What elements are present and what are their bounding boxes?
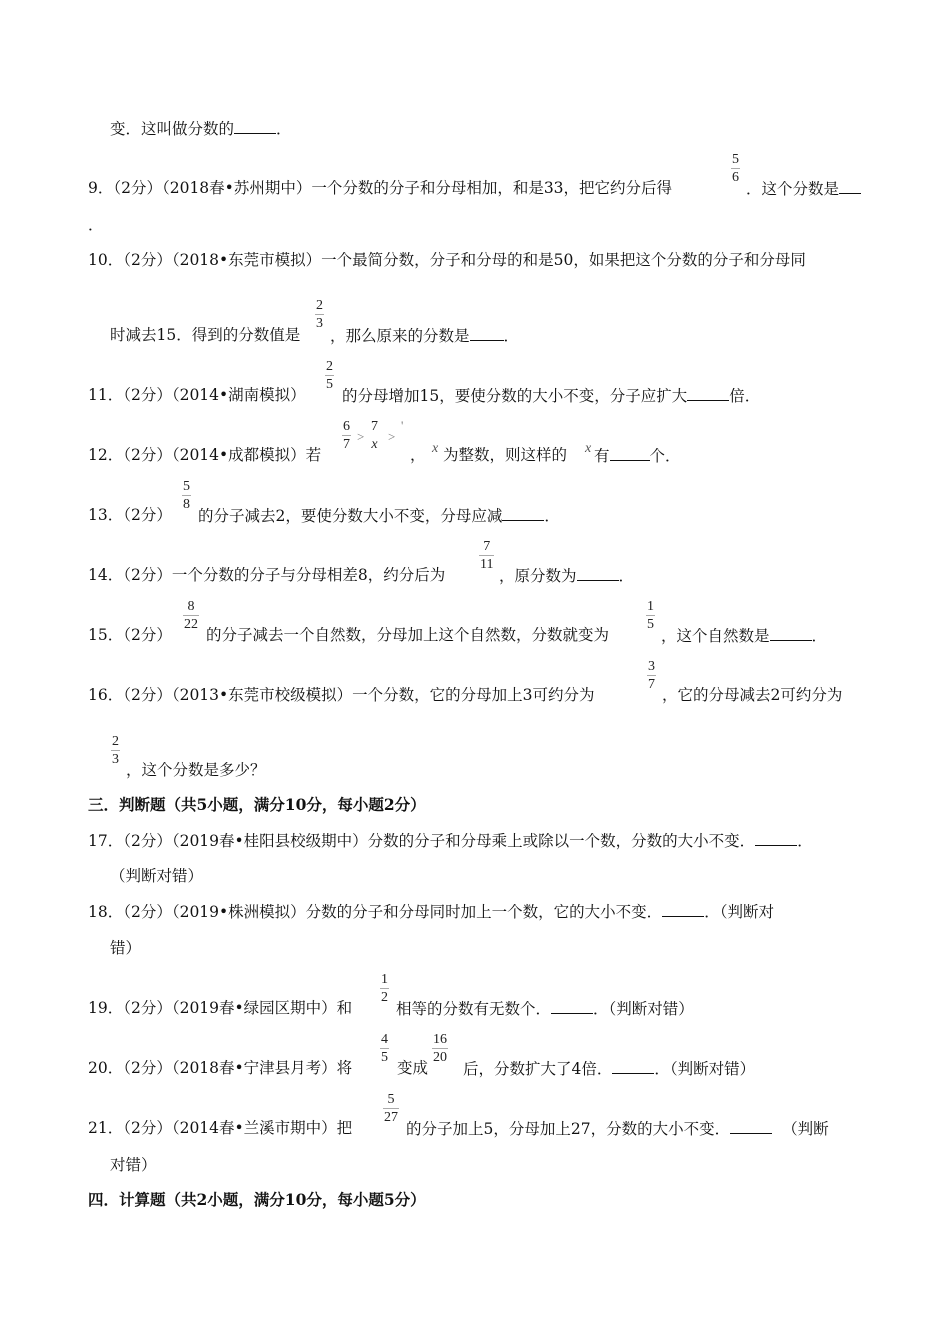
fraction-1-5: 1 5 <box>647 599 654 632</box>
question-21-end: 的分子加上5，分母加上27，分数的大小不变． （判断 <box>406 1120 829 1138</box>
question-14: 14．（2分）一个分数的分子与分母相差8，约分后为 <box>88 566 446 584</box>
q8-tail: 变．这叫做分数的 ． <box>110 120 292 138</box>
answer-blank[interactable] <box>687 385 729 401</box>
fraction-7-x: 7 x <box>371 419 378 452</box>
question-9: 9．（2分）（2018春•苏州期中）一个分数的分子和分母相加，和是33，把它约分后得 <box>88 179 673 197</box>
question-19-end: 相等的分数有无数个． ．（判断对错） <box>396 1000 694 1018</box>
question-10-line2: 时减去15．得到的分数值是 <box>110 326 301 344</box>
question-10-end: ，那么原来的分数是 ． <box>330 327 520 345</box>
answer-blank[interactable] <box>755 830 797 846</box>
question-18: 18．（2分）（2019•株洲模拟）分数的分子和分母同时加上一个数，它的大小不变． ．（判断对 <box>88 903 774 921</box>
answer-blank[interactable] <box>577 565 619 581</box>
fraction-5-8: 5 8 <box>183 479 190 512</box>
question-14-end: ，原分数为 ． <box>499 567 635 585</box>
question-20-mid: 变成 <box>397 1059 429 1077</box>
fraction-6-7: 6 7 <box>343 419 350 452</box>
question-12-end: 有 个． <box>594 447 681 465</box>
fraction-5-6: 5 6 <box>732 152 739 185</box>
question-16: 16．（2分）（2013•东莞市校级模拟）一个分数，它的分母加上3可约分为 <box>88 686 595 704</box>
answer-blank[interactable] <box>234 118 276 134</box>
question-13: 13．（2分） <box>88 506 172 524</box>
answer-blank[interactable] <box>612 1058 654 1074</box>
question-21-line2: 对错） <box>110 1156 157 1174</box>
question-12-comma: ， <box>410 446 426 464</box>
variable-x: x <box>432 441 439 456</box>
question-11-end: 的分母增加15，要使分数的大小不变，分子应扩大 倍． <box>342 387 761 405</box>
question-12-mid: 为整数，则这样的 <box>443 446 568 464</box>
question-12: 12．（2分）（2014•成都模拟）若 <box>88 446 322 464</box>
answer-blank[interactable] <box>839 178 861 194</box>
question-20-end: 后，分数扩大了4倍． ．（判断对错） <box>463 1060 756 1078</box>
question-15-mid: 的分子减去一个自然数，分母加上这个自然数，分数就变为 <box>206 626 610 644</box>
answer-blank[interactable] <box>470 325 504 341</box>
answer-blank[interactable] <box>662 901 704 917</box>
question-21: 21．（2分）（2014春•兰溪市期中）把 <box>88 1119 353 1137</box>
answer-blank[interactable] <box>551 998 593 1014</box>
fraction-16-20: 16 20 <box>433 1032 447 1065</box>
question-16-end: ，这个分数是多少？ <box>126 761 266 779</box>
question-11: 11．（2分）（2014•湖南模拟） <box>88 386 306 404</box>
question-9-dot: ． <box>88 216 104 234</box>
fraction-1-2: 1 2 <box>381 972 388 1005</box>
answer-blank[interactable] <box>610 445 650 461</box>
section-4-heading: 四．计算题（共2小题，满分10分，每小题5分） <box>88 1190 426 1209</box>
fraction-2-3: 2 3 <box>316 298 323 331</box>
question-15: 15．（2分） <box>88 626 172 644</box>
question-9-end: ．这个分数是 <box>746 178 861 199</box>
variable-x: x <box>585 441 592 456</box>
question-18-line2: 错） <box>110 939 142 957</box>
fraction-4-5: 4 5 <box>381 1032 388 1065</box>
question-10: 10．（2分）（2018•东莞市模拟）一个最简分数，分子和分母的和是50，如果把这个分数的分子和分母同 <box>88 251 806 269</box>
fraction-5-27: 5 27 <box>384 1092 398 1125</box>
section-3-heading: 三．判断题（共5小题，满分10分，每小题2分） <box>88 795 426 814</box>
fraction-2-5: 2 5 <box>326 359 333 392</box>
fraction-7-11: 7 11 <box>480 539 494 572</box>
fraction-8-22: 8 22 <box>184 599 198 632</box>
fraction-3-7: 3 7 <box>648 659 655 692</box>
greater-than-sign: > <box>388 429 396 444</box>
fraction-2-3: 2 3 <box>112 734 119 767</box>
question-13-end: 的分子减去2，要使分数大小不变，分母应减 ． <box>198 507 560 525</box>
question-19: 19．（2分）（2019春•绿园区期中）和 <box>88 999 353 1017</box>
answer-blank[interactable] <box>502 505 544 521</box>
greater-than-sign: > <box>357 429 365 444</box>
question-17: 17．（2分）（2019春•桂阳县校级期中）分数的分子和分母乘上或除以一个数，分数的大小不变． ． <box>88 832 813 850</box>
answer-blank[interactable] <box>770 625 812 641</box>
question-20: 20．（2分）（2018春•宁津县月考）将 <box>88 1059 353 1077</box>
answer-blank[interactable] <box>730 1118 772 1134</box>
prime-mark: ' <box>401 418 404 433</box>
question-17-line2: （判断对错） <box>110 867 204 885</box>
question-16-mid: ，它的分母减去2可约分为 <box>662 686 843 704</box>
question-15-end: ，这个自然数是 ． <box>661 627 828 645</box>
